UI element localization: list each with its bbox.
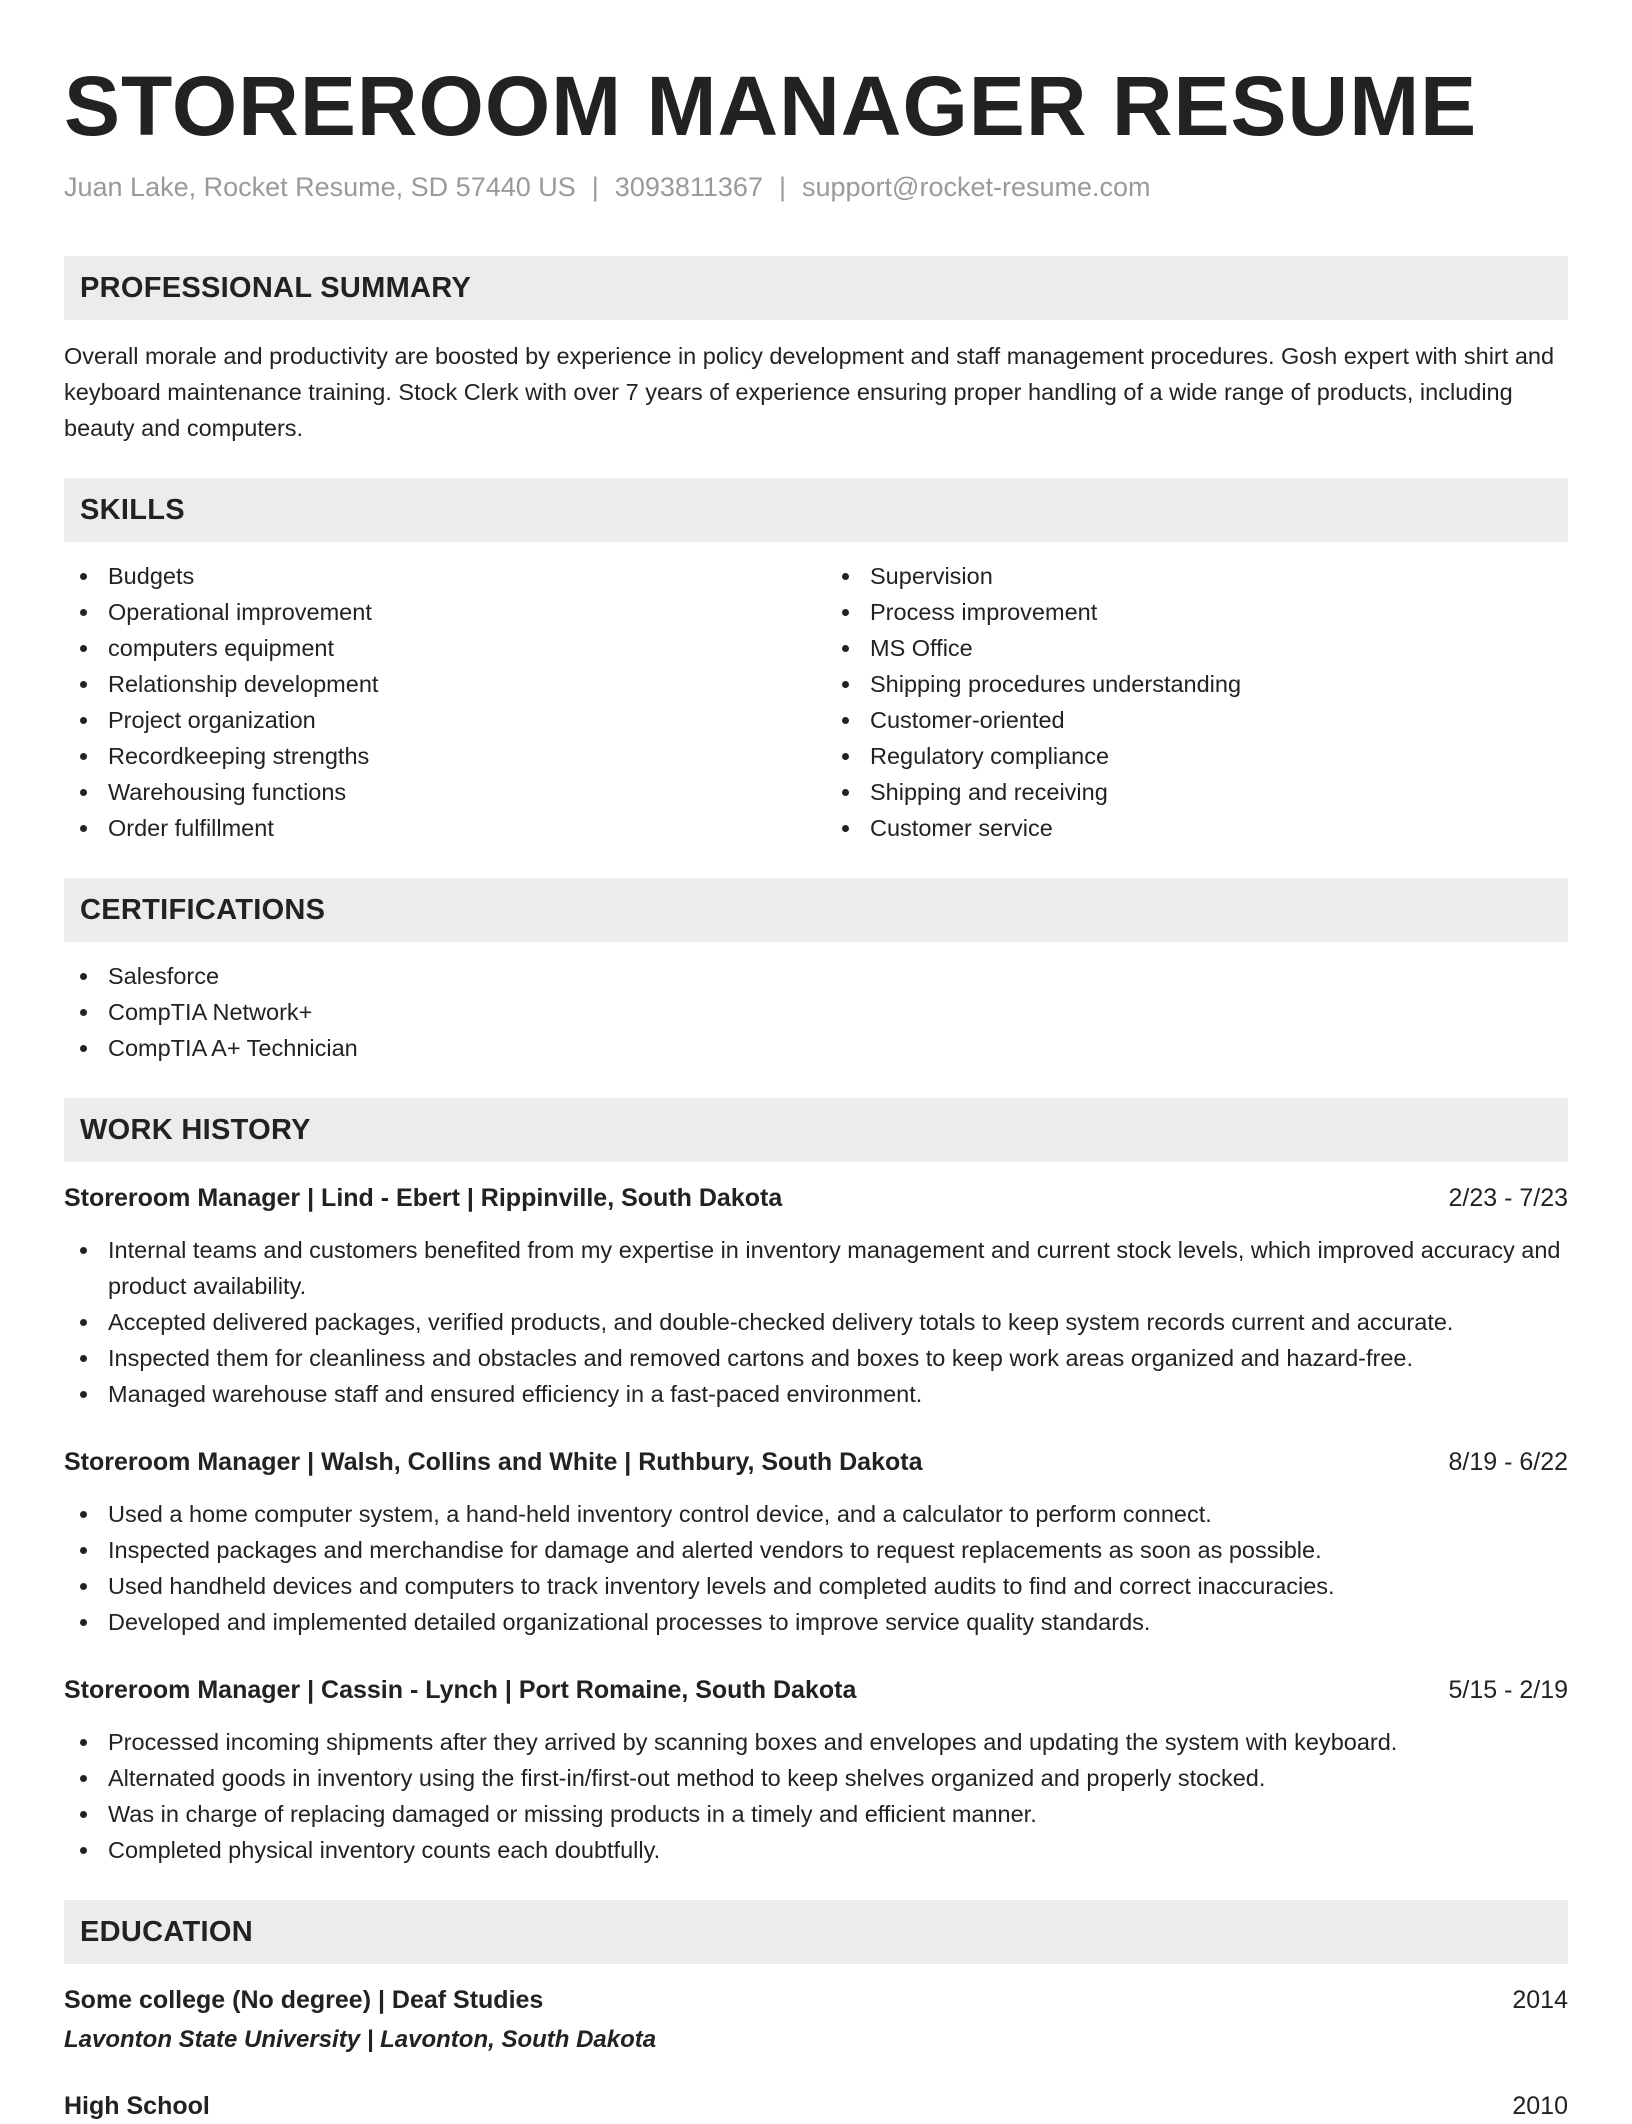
job-dates: 8/19 - 6/22 [1448, 1448, 1568, 1476]
job-bullet: Used a home computer system, a hand-held inventory control device, and a calculator to perform connect. [64, 1496, 1568, 1532]
skill-item: Shipping procedures understanding [826, 666, 1568, 702]
job-bullet: Developed and implemented detailed organizational processes to improve service quality standards. [64, 1604, 1568, 1640]
education-degree: High School [64, 2092, 210, 2120]
section-header-work-history: WORK HISTORY [64, 1098, 1568, 1162]
skill-item: Regulatory compliance [826, 738, 1568, 774]
resume-title: STOREROOM MANAGER RESUME [64, 59, 1478, 153]
skill-item: Customer-oriented [826, 702, 1568, 738]
job-bullets [64, 1724, 1568, 1868]
section-header-education: EDUCATION [64, 1900, 1568, 1964]
education-header [64, 2088, 1568, 2124]
contact-email[interactable]: support@rocket-resume.com [801, 172, 1151, 202]
summary-text: Overall morale and productivity are boosted by experience in policy development and staff management procedures. Gosh expert with shirt and keyboard maintenance training. Stock Clerk with over 7 years of experience ensuring proper handling of a wide range of products, including beauty and computers. [64, 343, 1555, 441]
skill-item: Customer service [826, 810, 1568, 846]
skill-item: Operational improvement [64, 594, 806, 630]
education-year: 2010 [1512, 2092, 1568, 2120]
job-bullets [64, 1496, 1568, 1640]
certifications-list [64, 958, 1568, 1066]
contact-line [64, 170, 1568, 204]
education-degree: Some college (No degree) | Deaf Studies [64, 1986, 544, 2014]
skill-item: MS Office [826, 630, 1568, 666]
certification-item: Salesforce [64, 958, 1568, 994]
skill-item: computers equipment [64, 630, 806, 666]
contact-address: Juan Lake, Rocket Resume, SD 57440 US [64, 172, 576, 202]
job-bullet: Accepted delivered packages, verified products, and double-checked delivery totals to keep system records current and accurate. [64, 1304, 1568, 1340]
job-dates: 5/15 - 2/19 [1448, 1676, 1568, 1704]
certification-item: CompTIA A+ Technician [64, 1030, 1568, 1066]
contact-separator: | [778, 172, 786, 202]
section-header-summary: PROFESSIONAL SUMMARY [64, 256, 1568, 320]
skill-item: Shipping and receiving [826, 774, 1568, 810]
job-bullet: Inspected them for cleanliness and obstacles and removed cartons and boxes to keep work areas organized and hazard-free. [64, 1340, 1568, 1376]
skill-item: Recordkeeping strengths [64, 738, 806, 774]
job-bullet: Internal teams and customers benefited from my expertise in inventory management and current stock levels, which improved accuracy and product availability. [64, 1232, 1568, 1304]
job-title: Storeroom Manager | Lind - Ebert | Rippinville, South Dakota [64, 1184, 783, 1212]
job-entry [64, 1180, 1568, 1412]
skills-grid [64, 542, 1568, 846]
job-bullet: Managed warehouse staff and ensured efficiency in a fast-paced environment. [64, 1376, 1568, 1412]
skill-item: Budgets [64, 558, 806, 594]
job-header [64, 1672, 1568, 1708]
skill-item: Process improvement [826, 594, 1568, 630]
job-entry [64, 1444, 1568, 1640]
job-title: Storeroom Manager | Walsh, Collins and White | Ruthbury, South Dakota [64, 1448, 923, 1476]
skill-item: Supervision [826, 558, 1568, 594]
section-header-certifications: CERTIFICATIONS [64, 878, 1568, 942]
skill-item: Order fulfillment [64, 810, 806, 846]
skills-list-left [64, 558, 806, 846]
job-bullet: Alternated goods in inventory using the first-in/first-out method to keep shelves organized and properly stocked. [64, 1760, 1568, 1796]
job-header [64, 1444, 1568, 1480]
section-header-skills: SKILLS [64, 478, 1568, 542]
job-bullet: Completed physical inventory counts each doubtfully. [64, 1832, 1568, 1868]
job-bullet: Used handheld devices and computers to track inventory levels and completed audits to find and correct inaccuracies. [64, 1568, 1568, 1604]
education-school: Lavonton State University | Lavonton, South Dakota [64, 2026, 657, 2053]
job-entry [64, 1672, 1568, 1868]
skill-item: Project organization [64, 702, 806, 738]
certification-item: CompTIA Network+ [64, 994, 1568, 1030]
job-bullet: Processed incoming shipments after they arrived by scanning boxes and envelopes and updating the system with keyboard. [64, 1724, 1568, 1760]
contact-phone[interactable]: 3093811367 [614, 172, 763, 202]
education-header [64, 1982, 1568, 2018]
contact-separator: | [591, 172, 599, 202]
job-title: Storeroom Manager | Cassin - Lynch | Port Romaine, South Dakota [64, 1676, 857, 1704]
job-dates: 2/23 - 7/23 [1448, 1184, 1568, 1212]
job-bullet: Inspected packages and merchandise for damage and alerted vendors to request replacements as soon as possible. [64, 1532, 1568, 1568]
education-entry [64, 2088, 1568, 2124]
skill-item: Relationship development [64, 666, 806, 702]
job-bullets [64, 1232, 1568, 1412]
education-entry [64, 1982, 1568, 2058]
job-header [64, 1180, 1568, 1216]
skills-list-right [826, 558, 1568, 846]
education-year: 2014 [1512, 1986, 1568, 2014]
skill-item: Warehousing functions [64, 774, 806, 810]
resume-page [64, 48, 1568, 2124]
job-bullet: Was in charge of replacing damaged or missing products in a timely and efficient manner. [64, 1796, 1568, 1832]
